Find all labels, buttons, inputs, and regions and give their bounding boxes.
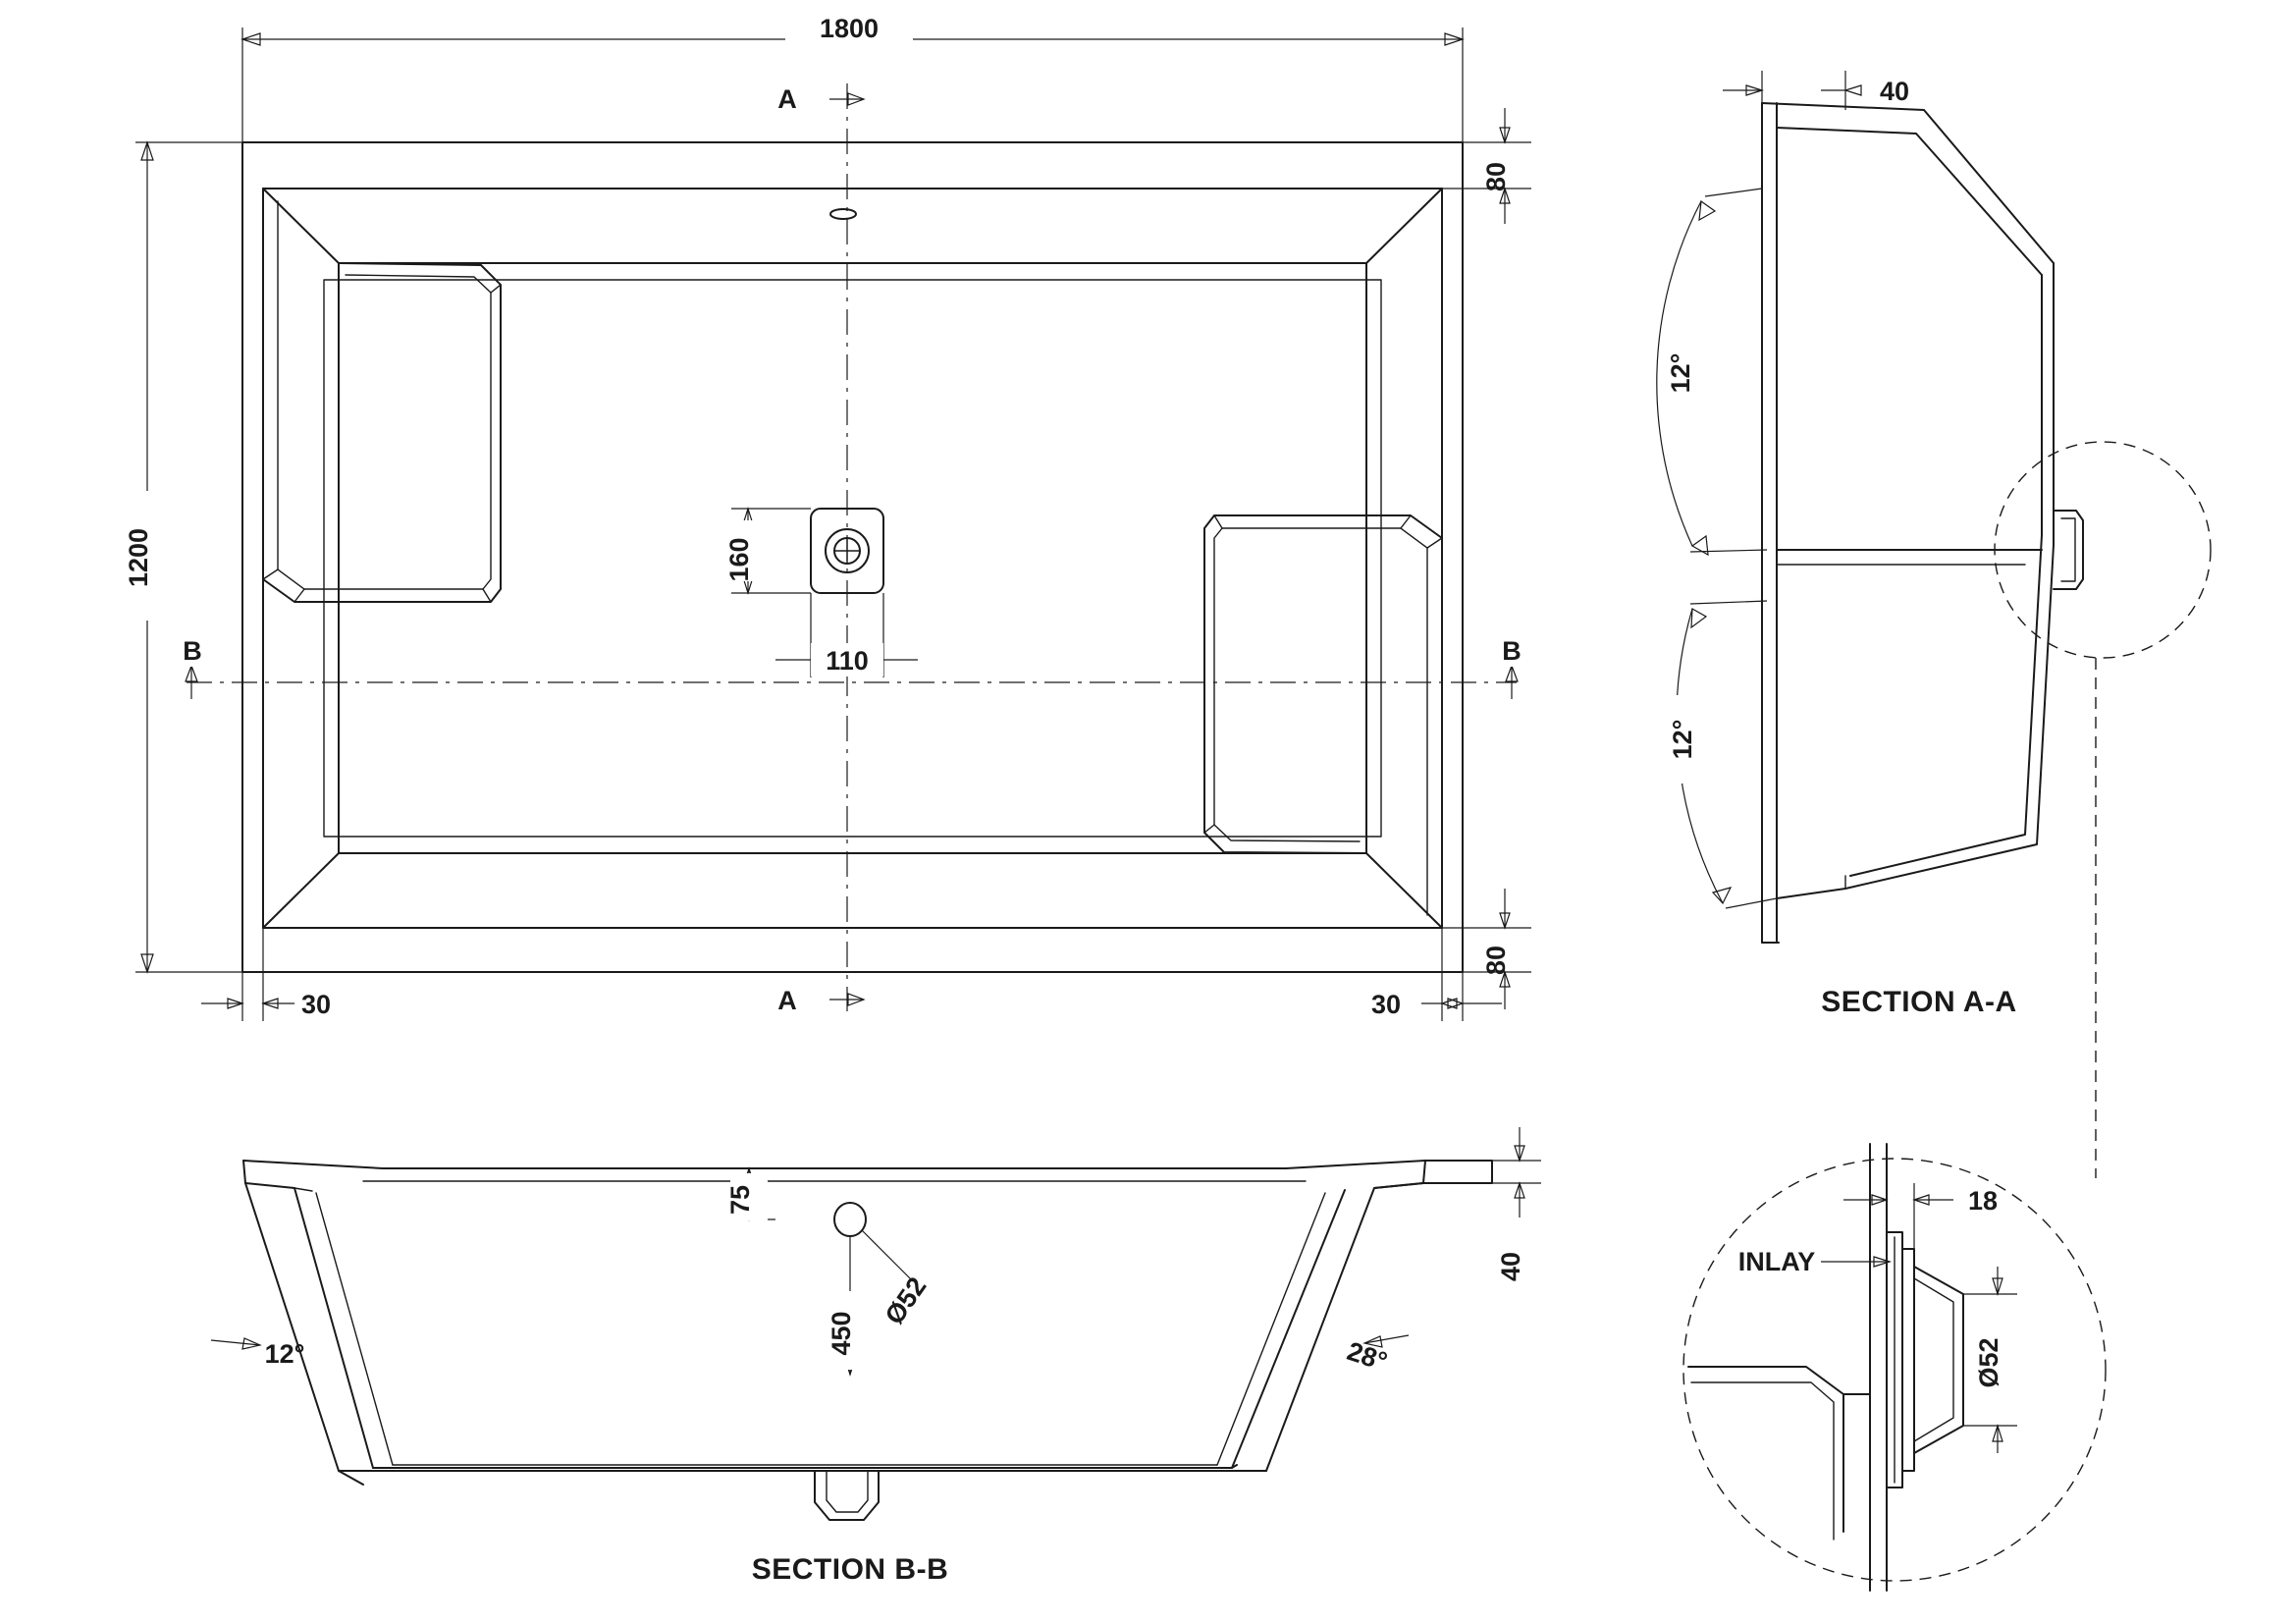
dim-rim-top: 80	[1481, 161, 1511, 192]
dim-overall-width: 1200	[124, 527, 153, 588]
dim-bb-overflow-diameter: Ø52	[879, 1271, 933, 1330]
section-bb-title: SECTION B-B	[751, 1553, 949, 1586]
dim-waste-width: 110	[826, 646, 869, 676]
dim-inlay-thickness: 18	[1967, 1186, 1999, 1216]
dim-bb-rim-thickness: 40	[1496, 1251, 1525, 1282]
section-aa-title: SECTION A-A	[1821, 986, 2017, 1018]
section-mark-a-bottom: A	[777, 986, 797, 1015]
dim-bb-overflow-to-rim: 75	[725, 1184, 755, 1216]
dim-bb-angle-right: 28°	[1343, 1335, 1391, 1378]
detail-inlay-view	[1683, 1144, 2106, 1591]
dim-rim-right: 30	[1370, 990, 1402, 1019]
section-bb-view	[211, 1127, 1541, 1586]
section-mark-a-top: A	[777, 84, 797, 114]
dim-inlay-bore-diameter: Ø52	[1974, 1337, 2003, 1388]
detail-inlay-label: INLAY	[1737, 1247, 1816, 1276]
dim-waste-height: 160	[724, 537, 754, 582]
plan-view	[124, 10, 1531, 1021]
section-aa-view	[1657, 71, 2211, 1178]
dim-bb-overflow-from-center: 450	[827, 1311, 856, 1356]
dim-rim-bottom: 80	[1481, 945, 1511, 976]
dim-overall-length: 1800	[819, 14, 880, 43]
dim-aa-rim-thickness: 40	[1879, 77, 1910, 106]
section-mark-b-left: B	[183, 636, 202, 666]
section-mark-b-right: B	[1502, 636, 1522, 666]
dim-aa-angle-lower: 12°	[1668, 719, 1697, 760]
dim-aa-angle-upper: 12°	[1666, 352, 1695, 394]
dim-rim-left: 30	[300, 990, 332, 1019]
dim-bb-angle-left: 12°	[264, 1339, 305, 1369]
